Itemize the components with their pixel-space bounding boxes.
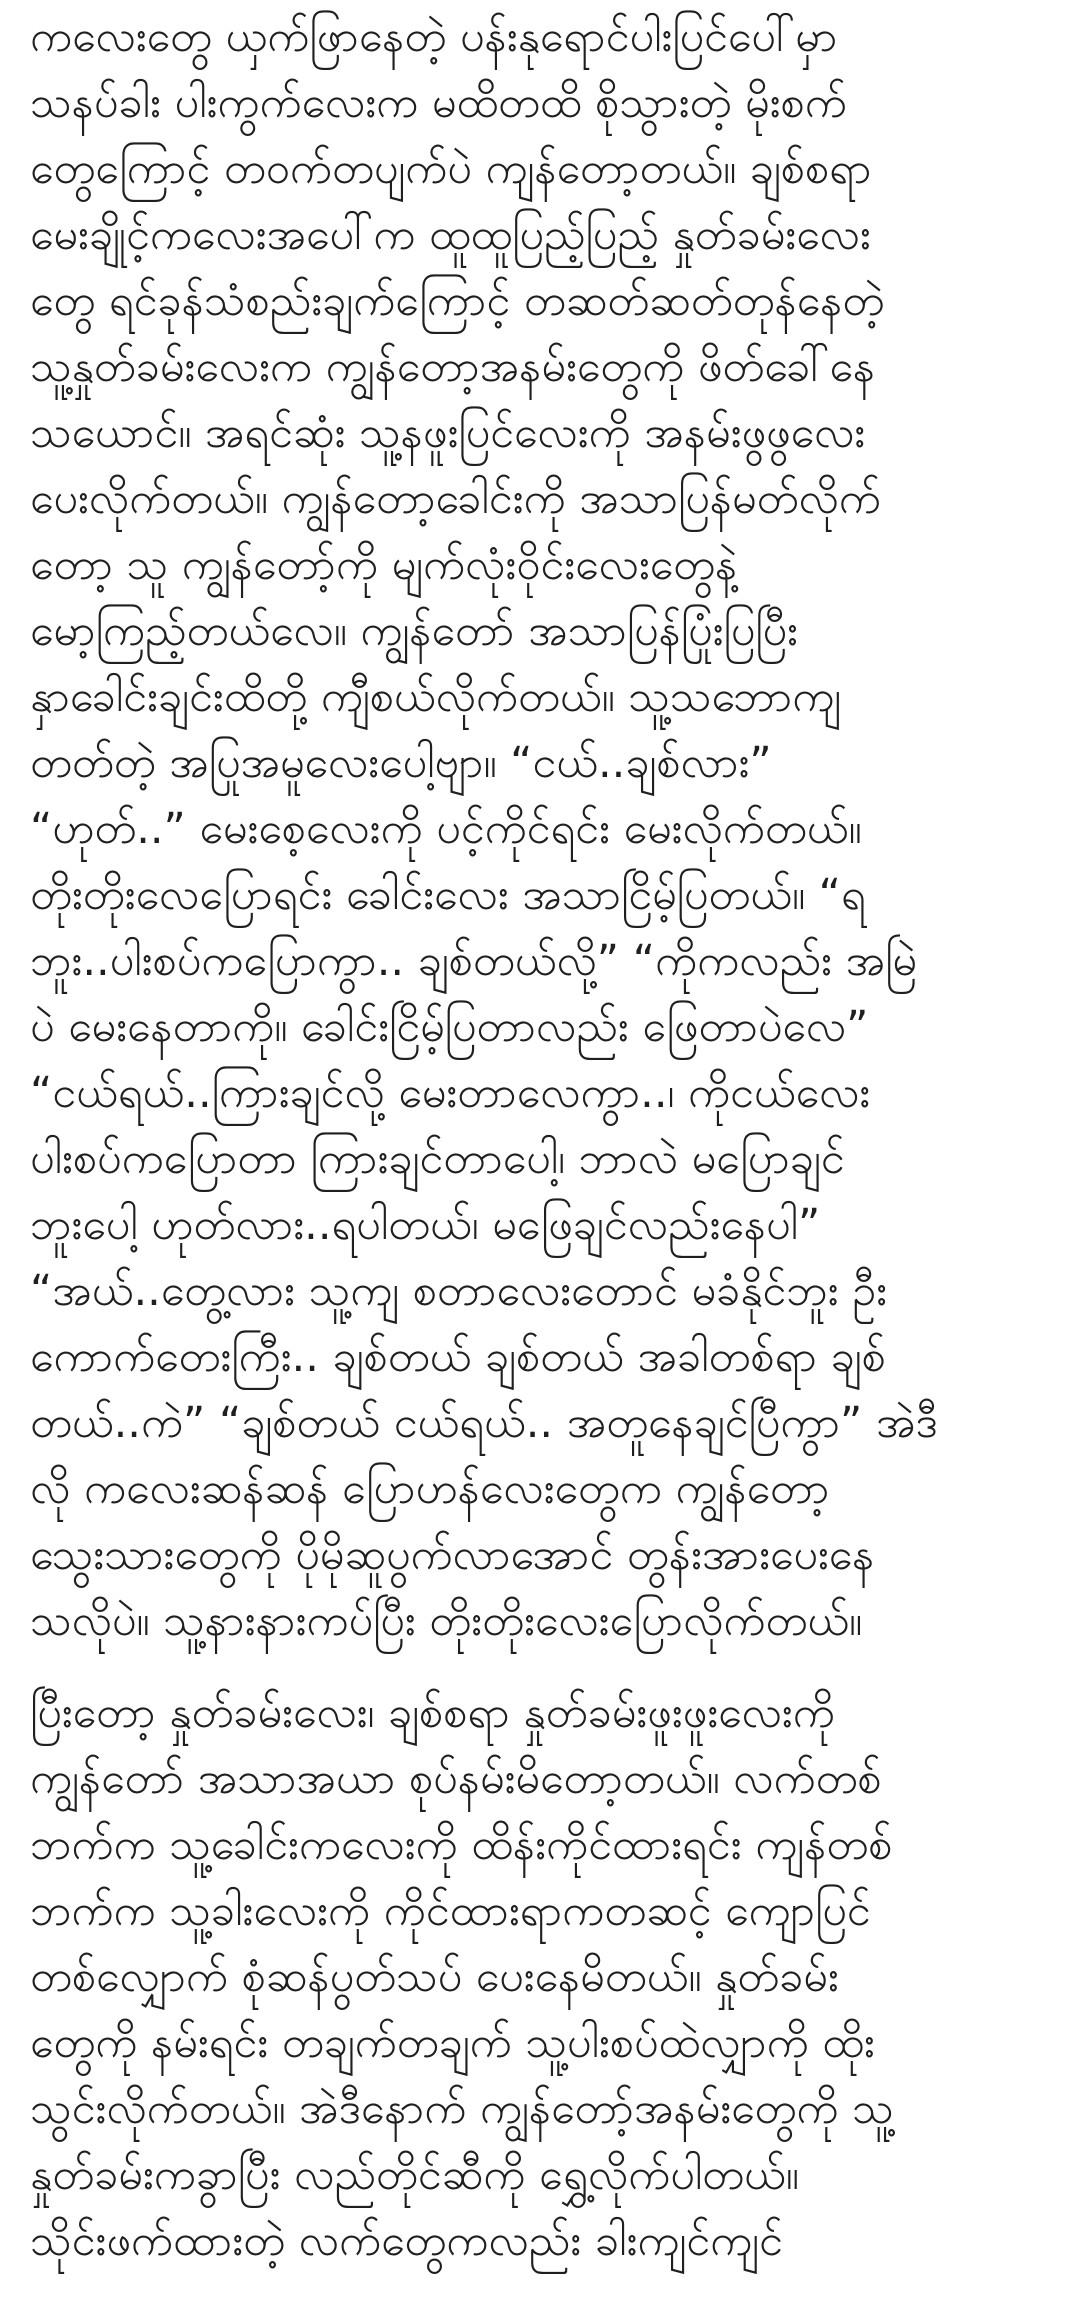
text-line: “အယ်..တွေ့လား သူ့ကျ စတာလေးတောင် မခံနိုင်ဘူး ဦး: [30, 1266, 888, 1316]
text-line: တွေကို နမ်းရင်း တချက်တချက် သူ့ပါးစပ်ထဲလျှာကို ထိုး: [30, 2018, 875, 2068]
text-line: သူ့နှုတ်ခမ်းလေးက ကျွန်တော့အနမ်းတွေကို ဖိတ်ခေါ်နေ: [30, 342, 876, 392]
text-line: “ဟုတ်..” မေးစေ့လေးကို ပင့်ကိုင်ရင်း မေးလိုက်တယ်။: [30, 804, 862, 854]
text-line: ဘူး..ပါးစပ်ကပြောကွာ.. ချစ်တယ်လို့” “ကိုကလည်း အမြဲ: [30, 936, 917, 986]
text-line: သွေးသားတွေကို ပိုမိုဆူပွက်လာအောင် တွန်းအားပေးနေ: [30, 1530, 875, 1580]
text-line: မေးချိုင့်ကလေးအပေါ်က ထူထူပြည့်ပြည့် နှုတ်ခမ်းလေး: [30, 210, 871, 260]
text-line: သလိုပဲ။ သူ့နားနားကပ်ပြီး တိုးတိုးလေးပြောလိုက်တယ်။: [30, 1596, 863, 1646]
article-paragraph: [30, 4, 1055, 1654]
text-line: သနပ်ခါး ပါးကွက်လေးက မထိတထိ စိုသွားတဲ့ မိုးစက်: [30, 78, 847, 128]
text-line: လို ကလေးဆန်ဆန် ပြောဟန်လေးတွေက ကျွန်တော့: [30, 1464, 830, 1514]
text-line: နှာခေါင်းချင်းထိတို့ ကျီစယ်လိုက်တယ်။ သူ့သဘောကျ: [30, 672, 842, 722]
text-line: “ငယ်ရယ်..ကြားချင်လို့ မေးတာလေကွာ..၊ ကိုငယ်လေး: [30, 1068, 871, 1118]
text-line: တယ်..ကဲ” “ချစ်တယ် ငယ်ရယ်.. အတူနေချင်ပြီကွာ” အဲဒီ: [30, 1398, 938, 1448]
text-line: နှုတ်ခမ်းကခွာပြီး လည်တိုင်ဆီကို ရွှေ့လိုက်ပါတယ်။: [30, 2150, 799, 2200]
text-line: တွေကြောင့် တဝက်တပျက်ပဲ ကျန်တော့တယ်။ ချစ်စရာ: [30, 144, 872, 194]
text-line: ကောက်တေးကြီး.. ချစ်တယ် ချစ်တယ် အခါတစ်ရာ ချစ်: [30, 1332, 886, 1382]
text-line: ပါးစပ်ကပြောတာ ကြားချင်တာပေါ့၊ ဘာလဲ မပြောချင်: [30, 1134, 845, 1184]
text-line: သယောင်။ အရင်ဆုံး သူ့နဖူးပြင်လေးကို အနမ်းဖွဖွလေး: [30, 408, 866, 458]
text-line: တော့ သူ ကျွန်တော့်ကို မျက်လုံးဝိုင်းလေးတွေနဲ့: [30, 540, 738, 590]
text-line: မော့ကြည့်တယ်လေ။ ကျွန်တော် အသာပြန်ပြုံးပြပြီး: [30, 606, 798, 656]
text-line: တစ်လျှောက် စုံဆန်ပွတ်သပ် ပေးနေမိတယ်။ နှုတ်ခမ်း: [30, 1952, 839, 2002]
text-line: ဘက်က သူ့ခေါင်းကလေးကို ထိန်းကိုင်ထားရင်း ကျန်တစ်: [30, 1820, 893, 1870]
text-line: ကျွန်တော် အသာအယာ စုပ်နမ်းမိတော့တယ်။ လက်တစ်: [30, 1754, 882, 1804]
text-line: သွင်းလိုက်တယ်။ အဲဒီနောက် ကျွန်တော့်အနမ်းတွေကို သူ့: [30, 2084, 894, 2134]
text-line: ပြီးတော့ နှုတ်ခမ်းလေး၊ ချစ်စရာ နှုတ်ခမ်းဖူးဖူးလေးကို: [30, 1688, 835, 1738]
text-line: ကလေးတွေ ယှက်ဖြာနေတဲ့ ပန်းနုရောင်ပါးပြင်ပေါ်မှာ: [30, 12, 838, 62]
article-paragraph: [30, 1680, 1055, 2274]
text-line: တွေ ရင်ခုန်သံစည်းချက်ကြောင့် တဆတ်ဆတ်တုန်နေတဲ့: [30, 276, 885, 326]
text-line: သိုင်းဖက်ထားတဲ့ လက်တွေကလည်း ခါးကျင်ကျင်: [30, 2216, 783, 2266]
text-line: တတ်တဲ့ အပြုအမူလေးပေါ့ဗျာ။ “ငယ်..ချစ်လား”: [30, 738, 772, 788]
text-line: ပဲ မေးနေတာကို။ ခေါင်းငြိမ့်ပြတာလည်း ဖြေတာပဲလေ”: [30, 1002, 869, 1052]
text-line: ပေးလိုက်တယ်။ ကျွန်တော့ခေါင်းကို အသာပြန်မတ်လိုက်: [30, 474, 881, 524]
text-line: တိုးတိုးလေပြောရင်း ခေါင်းလေး အသာငြိမ့်ပြတယ်။ “ရ: [30, 870, 866, 920]
text-line: ဘက်က သူ့ခါးလေးကို ကိုင်ထားရာကတဆင့် ကျောပြင်: [30, 1886, 871, 1936]
text-line: ဘူးပေါ့ ဟုတ်လား..ရပါတယ်၊ မဖြေချင်လည်းနေပါ”: [30, 1200, 821, 1250]
